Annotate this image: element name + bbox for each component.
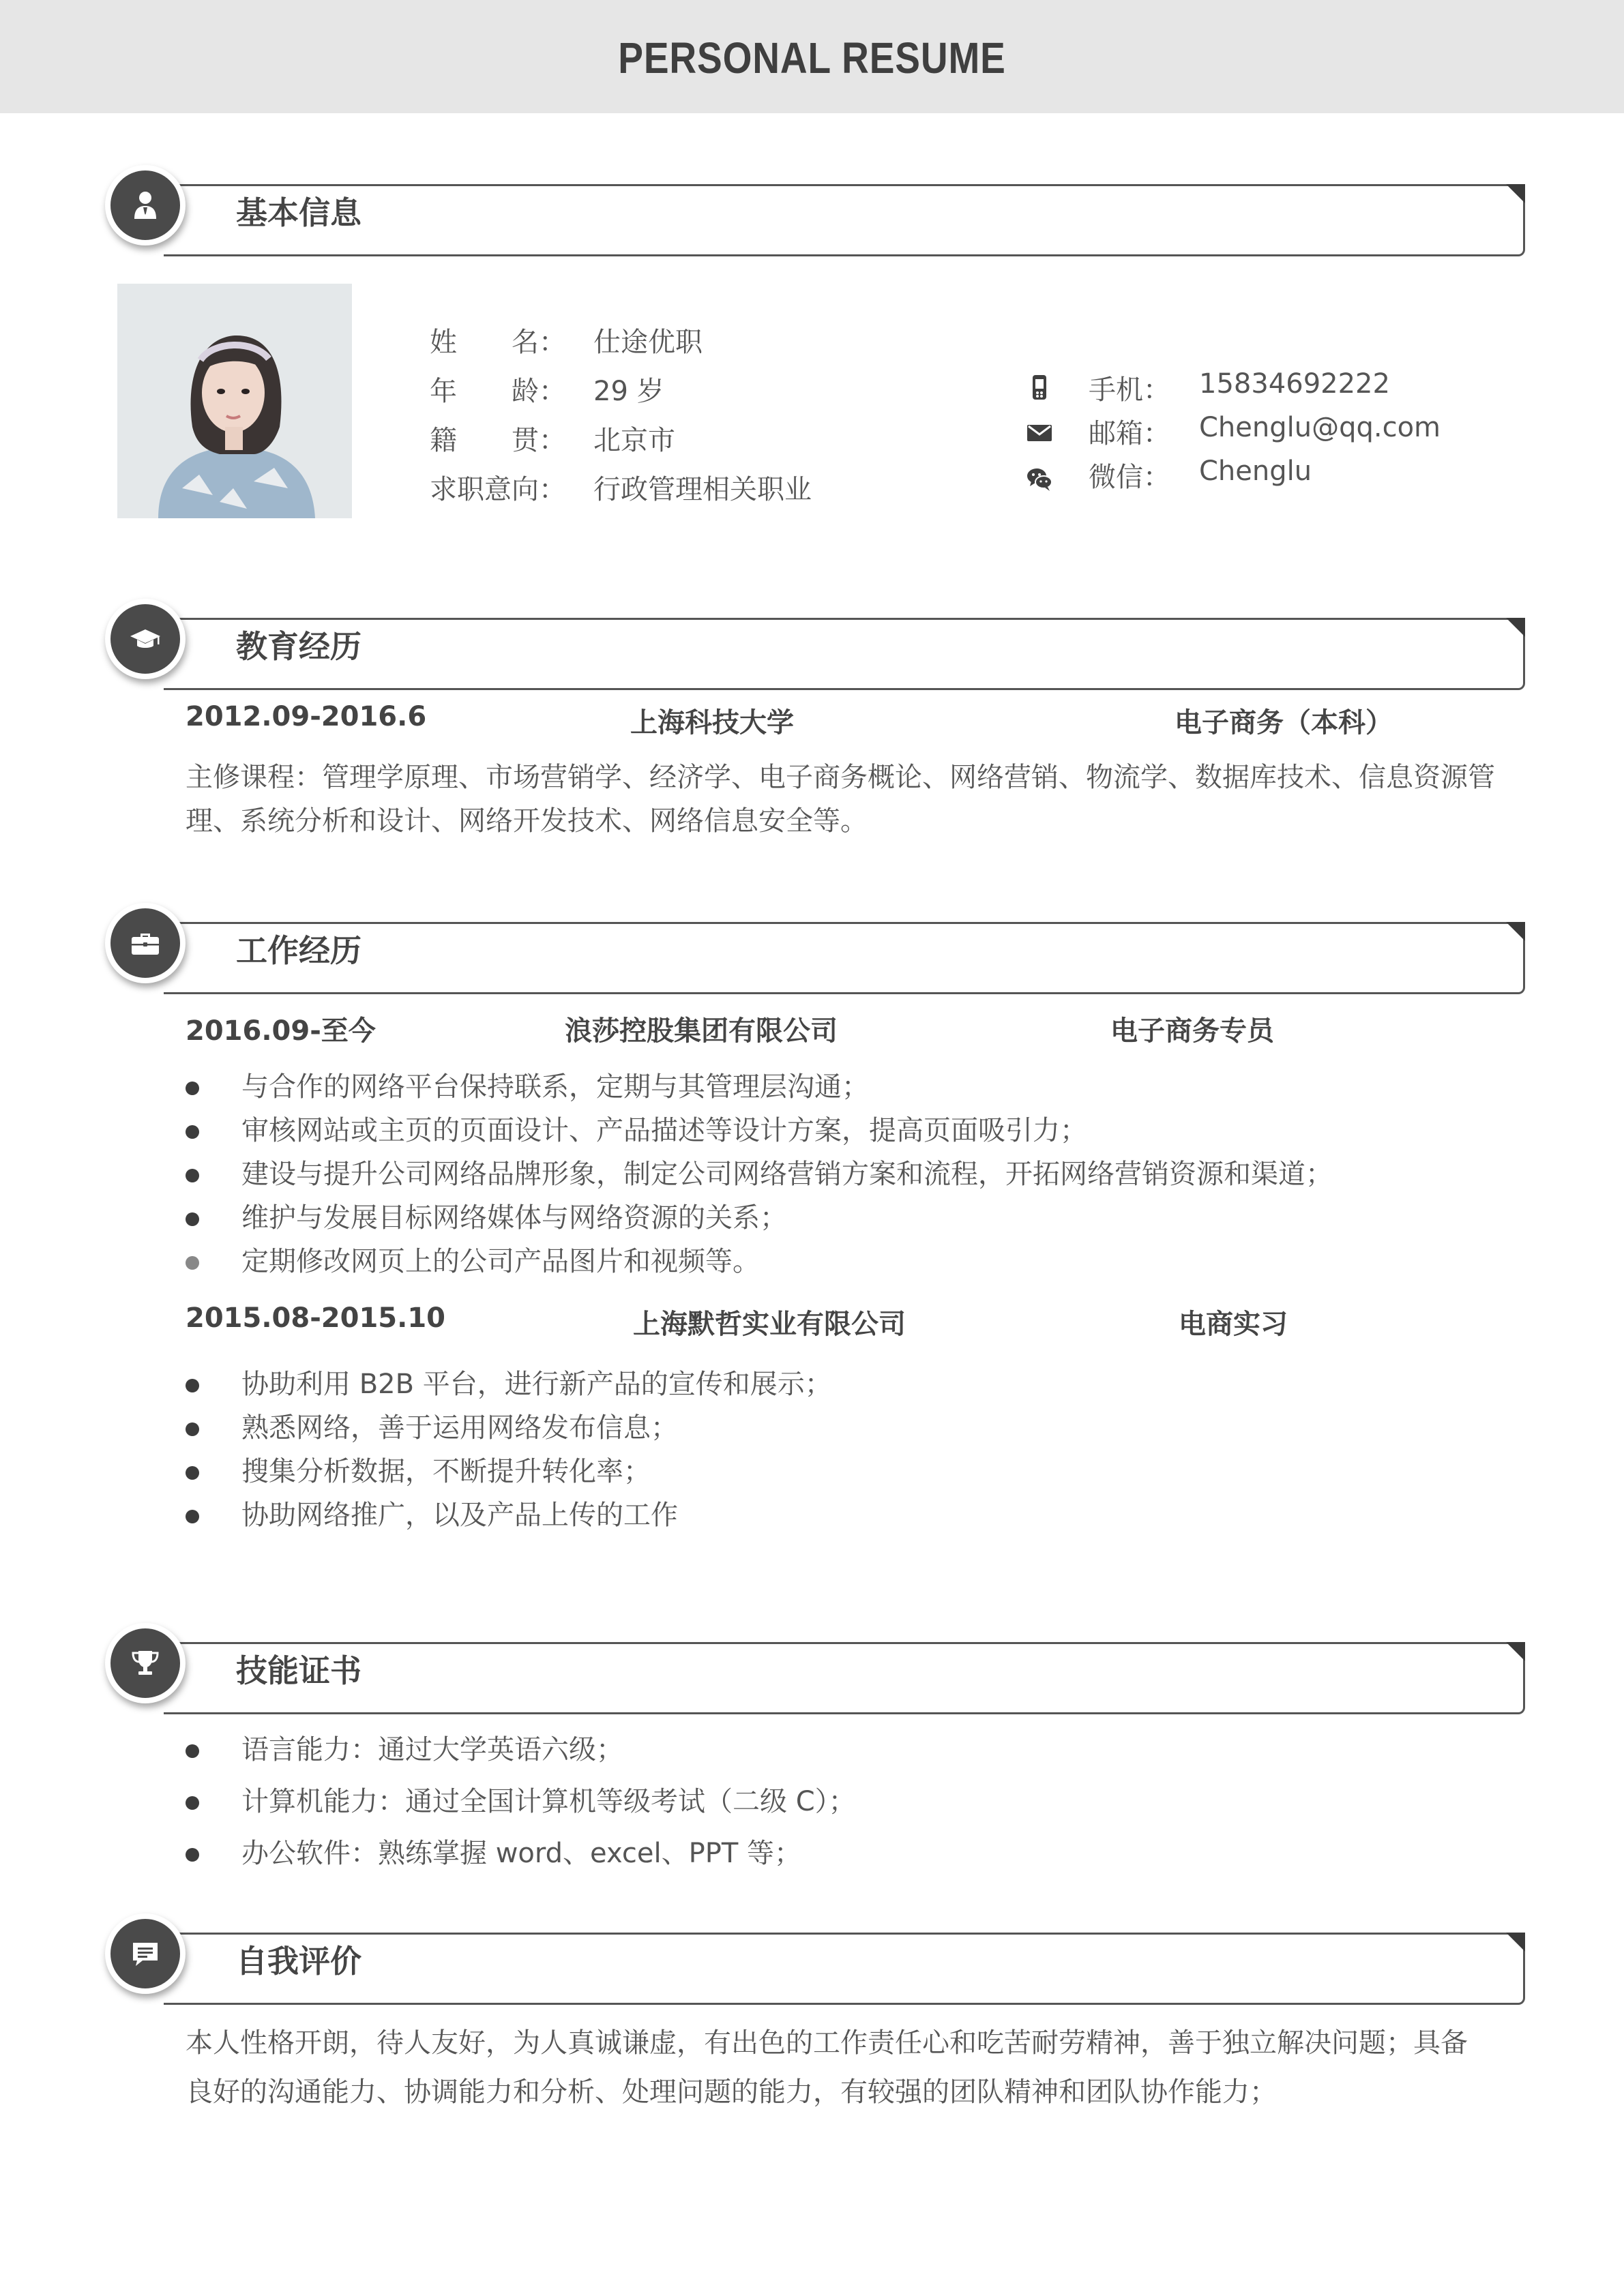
- work-1-company: 浪莎控股集团有限公司: [565, 1015, 838, 1047]
- email-value: Chenglu@qq.com: [1199, 412, 1441, 443]
- briefcase-icon: [105, 903, 186, 983]
- education-school: 上海科技大学: [630, 707, 794, 739]
- section-bar: [164, 618, 1525, 690]
- section-header-basic: [102, 165, 1528, 258]
- section-header-education: [102, 599, 1528, 691]
- resume-title: PERSONAL RESUME: [618, 33, 1006, 83]
- list-item: 定期修改网页上的公司产品图片和视频等。: [186, 1240, 1333, 1283]
- list-item: 语言能力：通过大学英语六级；: [186, 1728, 856, 1780]
- section-title-basic: 基本信息: [236, 194, 361, 231]
- origin-label: 籍 贯：: [430, 425, 566, 456]
- section-header-skills: [102, 1623, 1528, 1716]
- section-header-work: [102, 903, 1528, 996]
- phone-value: 15834692222: [1199, 368, 1390, 400]
- education-courses-line1: 主修课程：管理学原理、市场营销学、经济学、电子商务概论、网络营销、物流学、数据库技术、信息资源管: [186, 762, 1495, 793]
- section-bar: [164, 184, 1525, 256]
- envelope-icon: [1024, 417, 1054, 447]
- list-item: 熟悉网络，善于运用网络发布信息；: [186, 1406, 832, 1450]
- origin-value: 北京市: [593, 425, 675, 456]
- wechat-label: 微信：: [1089, 462, 1170, 493]
- intent-label: 求职意向：: [430, 474, 566, 505]
- section-header-self: [102, 1913, 1528, 2006]
- work-2-company: 上海默哲实业有限公司: [633, 1309, 906, 1340]
- self-eval-line2: 良好的沟通能力、协调能力和分析、处理问题的能力，有较强的团队精神和团队协作能力；: [186, 2076, 1277, 2108]
- chat-icon: [105, 1913, 186, 1994]
- section-title-self: 自我评价: [236, 1943, 361, 1980]
- phone-icon: [1024, 372, 1054, 402]
- age-label: 年 龄：: [430, 376, 566, 407]
- self-eval-line1: 本人性格开朗，待人友好，为人真诚谦虚，有出色的工作责任心和吃苦耐劳精神，善于独立解决问题；具备: [186, 2027, 1468, 2059]
- list-item: 协助利用 B2B 平台，进行新产品的宣传和展示；: [186, 1362, 832, 1406]
- work-1-duties: [186, 1065, 1333, 1283]
- list-item: 搜集分析数据，不断提升转化率；: [186, 1450, 832, 1493]
- name-value: 仕途优职: [593, 327, 703, 358]
- user-icon: [105, 165, 186, 245]
- list-item: 协助网络推广，以及产品上传的工作: [186, 1493, 832, 1537]
- section-bar: [164, 1642, 1525, 1714]
- work-2-period: 2015.08-2015.10: [186, 1302, 445, 1334]
- profile-photo: [117, 284, 352, 518]
- skills-list: [186, 1728, 856, 1883]
- list-item: 计算机能力：通过全国计算机等级考试（二级 C）；: [186, 1780, 856, 1832]
- section-title-work: 工作经历: [236, 932, 361, 969]
- list-item: 与合作的网络平台保持联系，定期与其管理层沟通；: [186, 1065, 1333, 1109]
- name-label: 姓 名：: [430, 327, 566, 358]
- education-major: 电子商务（本科）: [1175, 707, 1393, 739]
- email-label: 邮箱：: [1089, 418, 1170, 449]
- work-1-position: 电子商务专员: [1110, 1015, 1274, 1047]
- section-title-education: 教育经历: [236, 628, 361, 665]
- phone-label: 手机：: [1089, 374, 1170, 406]
- age-value: 29 岁: [593, 376, 664, 407]
- work-2-position: 电商实习: [1179, 1309, 1288, 1340]
- education-courses-line2: 理、系统分析和设计、网络开发技术、网络信息安全等。: [186, 805, 868, 837]
- work-1-period: 2016.09-至今: [186, 1015, 376, 1047]
- education-period: 2012.09-2016.6: [186, 701, 427, 732]
- list-item: 维护与发展目标网络媒体与网络资源的关系；: [186, 1196, 1333, 1240]
- list-item: 办公软件：熟练掌握 word、excel、PPT 等；: [186, 1832, 856, 1883]
- graduation-cap-icon: [105, 599, 186, 679]
- trophy-icon: [105, 1623, 186, 1703]
- intent-value: 行政管理相关职业: [593, 474, 812, 505]
- list-item: 审核网站或主页的页面设计、产品描述等设计方案，提高页面吸引力；: [186, 1109, 1333, 1152]
- wechat-icon: [1024, 464, 1054, 494]
- list-item: 建设与提升公司网络品牌形象，制定公司网络营销方案和流程，开拓网络营销资源和渠道；: [186, 1152, 1333, 1196]
- section-title-skills: 技能证书: [236, 1652, 361, 1689]
- work-2-duties: [186, 1362, 832, 1537]
- wechat-value: Chenglu: [1199, 456, 1312, 487]
- section-bar: [164, 922, 1525, 994]
- section-bar: [164, 1933, 1525, 2005]
